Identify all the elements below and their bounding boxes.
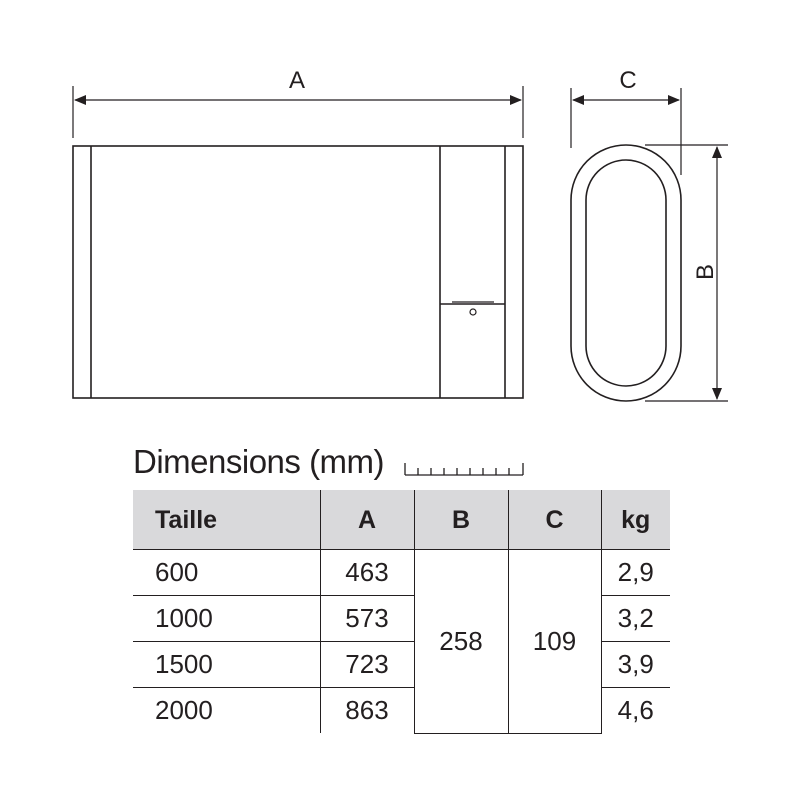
header-kg: kg: [601, 491, 670, 550]
cell-a: 863: [320, 688, 414, 734]
cell-a: 573: [320, 596, 414, 642]
dimensions-heading: [133, 442, 524, 482]
header-c: C: [508, 491, 601, 550]
header-taille: Taille: [133, 491, 320, 550]
dimensions-table: [133, 490, 670, 734]
table-header-row: [133, 491, 670, 550]
cell-taille: 600: [133, 550, 320, 596]
table-row: [133, 550, 670, 596]
cell-kg: 4,6: [601, 688, 670, 734]
cell-kg: 2,9: [601, 550, 670, 596]
dimensions-title: Dimensions (mm): [133, 443, 385, 480]
cell-a: 463: [320, 550, 414, 596]
cell-a: 723: [320, 642, 414, 688]
header-b: B: [414, 491, 508, 550]
dimension-b-label: B: [692, 263, 719, 281]
dimension-b: [645, 145, 728, 401]
cell-kg: 3,9: [601, 642, 670, 688]
ruler-icon: [404, 460, 524, 476]
control-knob-icon: [470, 309, 476, 315]
cell-taille: 2000: [133, 688, 320, 734]
front-view: [73, 146, 523, 398]
side-view-outer-shell: [571, 145, 681, 401]
cell-c-shared: 109: [508, 550, 601, 734]
dimension-c: [571, 67, 681, 175]
dimension-c-label: C: [619, 67, 637, 94]
side-view: [571, 145, 681, 401]
cell-taille: 1000: [133, 596, 320, 642]
cell-kg: 3,2: [601, 596, 670, 642]
header-a: A: [320, 491, 414, 550]
dimension-a-label: A: [288, 67, 306, 94]
cell-b-shared: 258: [414, 550, 508, 734]
cell-taille: 1500: [133, 642, 320, 688]
side-view-inner-shell: [586, 160, 666, 386]
dimension-a: [73, 67, 523, 138]
front-view-body: [73, 146, 523, 398]
